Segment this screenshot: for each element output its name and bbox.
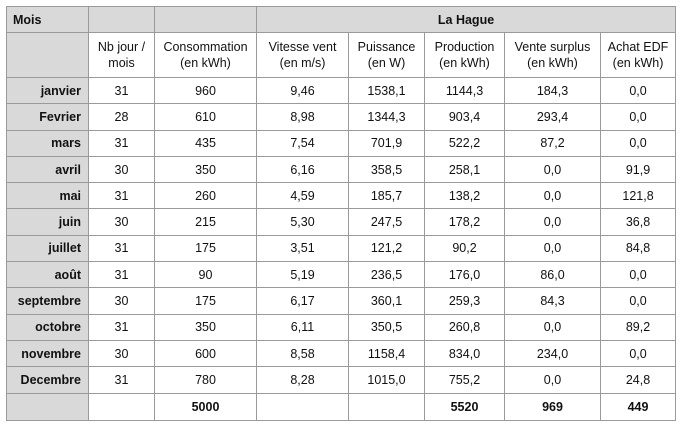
- table-cell: 7,54: [257, 130, 349, 156]
- table-cell: 0,0: [601, 340, 676, 366]
- blank-cell: [155, 7, 257, 33]
- table-cell: 0,0: [505, 183, 601, 209]
- table-cell: 834,0: [425, 340, 505, 366]
- table-cell: 30: [89, 288, 155, 314]
- table-cell: 0,0: [601, 130, 676, 156]
- table-cell: 350: [155, 314, 257, 340]
- table-row: [7, 314, 676, 340]
- table-cell: 176,0: [425, 262, 505, 288]
- table-cell: 30: [89, 156, 155, 182]
- table-cell: 31: [89, 78, 155, 104]
- table-row: [7, 130, 676, 156]
- table-cell: 358,5: [349, 156, 425, 182]
- table-cell: 138,2: [425, 183, 505, 209]
- table-row: [7, 340, 676, 366]
- month-label: octobre: [7, 314, 89, 340]
- table-cell: 8,58: [257, 340, 349, 366]
- total-cell: [349, 393, 425, 420]
- table-row: [7, 262, 676, 288]
- table-cell: 8,98: [257, 104, 349, 130]
- blank-cell: [7, 393, 89, 420]
- month-label: mai: [7, 183, 89, 209]
- table-cell: 215: [155, 209, 257, 235]
- table-cell: 178,2: [425, 209, 505, 235]
- table-cell: 121,8: [601, 183, 676, 209]
- table-row: [7, 288, 676, 314]
- table-cell: 1344,3: [349, 104, 425, 130]
- header-row: [7, 33, 676, 78]
- table-cell: 701,9: [349, 130, 425, 156]
- table-cell: 260: [155, 183, 257, 209]
- table-cell: 0,0: [505, 209, 601, 235]
- table-cell: 8,28: [257, 367, 349, 393]
- table-cell: 89,2: [601, 314, 676, 340]
- table-cell: 755,2: [425, 367, 505, 393]
- column-header: Consommation (en kWh): [155, 33, 257, 78]
- table-cell: 4,59: [257, 183, 349, 209]
- month-label: juin: [7, 209, 89, 235]
- table-cell: 960: [155, 78, 257, 104]
- month-label: mars: [7, 130, 89, 156]
- table-cell: 260,8: [425, 314, 505, 340]
- table-cell: 350: [155, 156, 257, 182]
- table-cell: 350,5: [349, 314, 425, 340]
- table-cell: 259,3: [425, 288, 505, 314]
- table-cell: 0,0: [601, 104, 676, 130]
- table-cell: 0,0: [601, 262, 676, 288]
- table-cell: 5,30: [257, 209, 349, 235]
- table-cell: 903,4: [425, 104, 505, 130]
- table-cell: 6,16: [257, 156, 349, 182]
- table-row: [7, 78, 676, 104]
- column-header: Vitesse vent (en m/s): [257, 33, 349, 78]
- table-row: [7, 104, 676, 130]
- table-row: [7, 235, 676, 261]
- table-cell: 24,8: [601, 367, 676, 393]
- table-cell: 31: [89, 262, 155, 288]
- table-row: [7, 183, 676, 209]
- table-row: [7, 367, 676, 393]
- month-label: Decembre: [7, 367, 89, 393]
- total-cell: 449: [601, 393, 676, 420]
- table-cell: 236,5: [349, 262, 425, 288]
- table-cell: 360,1: [349, 288, 425, 314]
- month-label: avril: [7, 156, 89, 182]
- table-row: [7, 156, 676, 182]
- table-cell: 0,0: [505, 314, 601, 340]
- table-cell: 184,3: [505, 78, 601, 104]
- table-cell: 90,2: [425, 235, 505, 261]
- column-header: Achat EDF (en kWh): [601, 33, 676, 78]
- table-cell: 600: [155, 340, 257, 366]
- month-label: juillet: [7, 235, 89, 261]
- table-cell: 31: [89, 130, 155, 156]
- table-cell: 31: [89, 314, 155, 340]
- blank-cell: [89, 7, 155, 33]
- table-cell: 91,9: [601, 156, 676, 182]
- title-row: [7, 7, 676, 33]
- column-header: Vente surplus (en kWh): [505, 33, 601, 78]
- table-cell: 247,5: [349, 209, 425, 235]
- total-cell: [89, 393, 155, 420]
- total-cell: 5520: [425, 393, 505, 420]
- table-cell: 31: [89, 235, 155, 261]
- total-cell: 969: [505, 393, 601, 420]
- total-cell: [257, 393, 349, 420]
- total-cell: 5000: [155, 393, 257, 420]
- blank-cell: [7, 33, 89, 78]
- month-label: janvier: [7, 78, 89, 104]
- table-cell: 0,0: [601, 288, 676, 314]
- column-header: Production (en kWh): [425, 33, 505, 78]
- table-cell: 1538,1: [349, 78, 425, 104]
- table-cell: 1144,3: [425, 78, 505, 104]
- month-label: septembre: [7, 288, 89, 314]
- location-header: La Hague: [257, 7, 676, 33]
- table-cell: 0,0: [601, 78, 676, 104]
- table-cell: 185,7: [349, 183, 425, 209]
- table-cell: 6,17: [257, 288, 349, 314]
- table-cell: 435: [155, 130, 257, 156]
- table-cell: 30: [89, 209, 155, 235]
- table-cell: 0,0: [505, 367, 601, 393]
- table-cell: 87,2: [505, 130, 601, 156]
- table-cell: 121,2: [349, 235, 425, 261]
- table-cell: 9,46: [257, 78, 349, 104]
- column-header: Nb jour / mois: [89, 33, 155, 78]
- table-cell: 31: [89, 367, 155, 393]
- energy-table: [6, 6, 676, 421]
- month-label: août: [7, 262, 89, 288]
- table-cell: 84,8: [601, 235, 676, 261]
- table-cell: 293,4: [505, 104, 601, 130]
- table-cell: 610: [155, 104, 257, 130]
- table-cell: 90: [155, 262, 257, 288]
- table-cell: 36,8: [601, 209, 676, 235]
- table-cell: 258,1: [425, 156, 505, 182]
- corner-label: Mois: [7, 7, 89, 33]
- table-cell: 28: [89, 104, 155, 130]
- table-cell: 0,0: [505, 235, 601, 261]
- totals-row: [7, 393, 676, 420]
- table-row: [7, 209, 676, 235]
- month-label: Fevrier: [7, 104, 89, 130]
- table-cell: 0,0: [505, 156, 601, 182]
- table-cell: 5,19: [257, 262, 349, 288]
- table-cell: 84,3: [505, 288, 601, 314]
- column-header: Puissance (en W): [349, 33, 425, 78]
- table-cell: 1158,4: [349, 340, 425, 366]
- table-cell: 1015,0: [349, 367, 425, 393]
- table-cell: 175: [155, 235, 257, 261]
- month-label: novembre: [7, 340, 89, 366]
- table-cell: 30: [89, 340, 155, 366]
- table-cell: 86,0: [505, 262, 601, 288]
- table-cell: 175: [155, 288, 257, 314]
- table-cell: 234,0: [505, 340, 601, 366]
- table-cell: 6,11: [257, 314, 349, 340]
- table-cell: 3,51: [257, 235, 349, 261]
- table-cell: 780: [155, 367, 257, 393]
- table-cell: 31: [89, 183, 155, 209]
- table-cell: 522,2: [425, 130, 505, 156]
